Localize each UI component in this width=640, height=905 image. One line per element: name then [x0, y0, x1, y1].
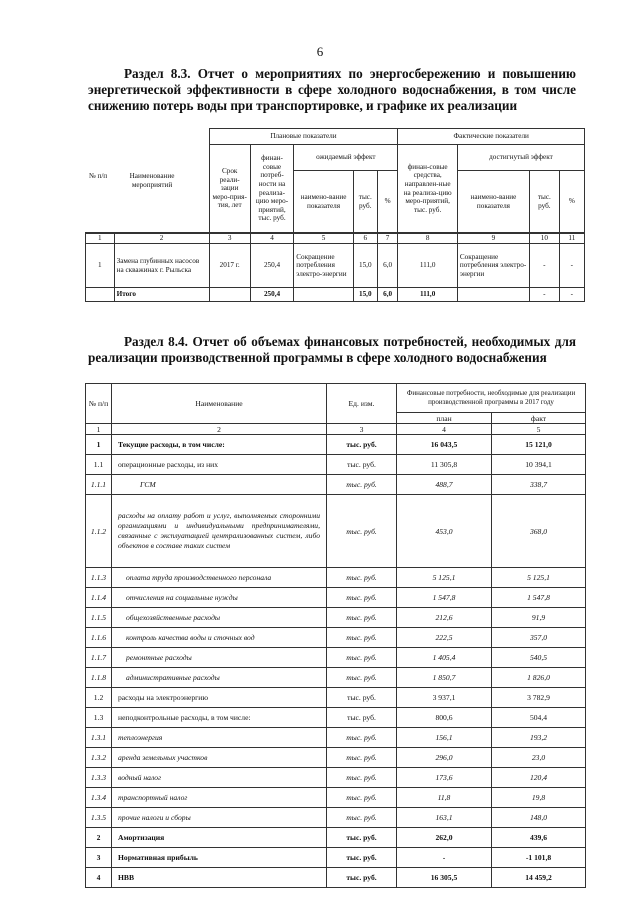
table-row: 1.1.3 оплата труда производственного персонала тыс. руб. 5 125,1 5 125,1 [86, 568, 586, 588]
table-row: 1.3 неподконтрольные расходы, в том числе: тыс. руб. 800,6 504,4 [86, 708, 586, 728]
sub-indicator-fact: наимено-вание показателя [457, 171, 529, 233]
col-fin-header: Финансовые потребности, необходимые для реализации производственной программы в 2017 году [397, 384, 586, 413]
table-row: 1.3.5 прочие налоги и сборы тыс. руб. 163,1 148,0 [86, 808, 586, 828]
total-row: Итого 250,4 15,0 6,0 111,0 - - [86, 288, 585, 302]
column-number-row: 1 2 3 4 5 [86, 424, 586, 435]
col-name-header: Наименование мероприятий [129, 172, 175, 189]
table-row: 1 Замена глубинных насосов на скважинах г. Рыльска 2017 г. 250,4 Сокращение потребления электро-энергии 15,0 6,0 111,0 Сокращение потребления электро-энергии - - [86, 244, 585, 288]
table-row: 1.1.4 отчисления на социальные нужды тыс. руб. 1 547,8 1 547,8 [86, 588, 586, 608]
col-fin-plan-header: финан-совые потреб-ности на реализа-цию меро-приятий, тыс. руб. [250, 145, 293, 233]
table-row: 1.3.1 теплоэнергия тыс. руб. 156,1 193,2 [86, 728, 586, 748]
table-row: 1.1.1 ГСМ тыс. руб. 488,7 338,7 [86, 475, 586, 495]
table-row: 1.1.7 ремонтные расходы тыс. руб. 1 405,4 540,5 [86, 648, 586, 668]
table-row: 1.3.2 аренда земельных участков тыс. руб. 296,0 23,0 [86, 748, 586, 768]
col-no-header: № п/п [88, 172, 108, 180]
table-row: 1.1.2 расходы на оплату работ и услуг, выполняемых сторонними организациями и индивидуальными предпринимателями, связанные с эксплуатацией централизованных систем, либо объектов в составе таких систем тыс. руб. 453,0 368,0 [86, 495, 586, 568]
table-row: 1.3.4 транспортный налог тыс. руб. 11,8 19,8 [86, 788, 586, 808]
group-fact-header: Фактические показатели [398, 129, 585, 145]
table-row: 1.1.6 контроль качества воды и сточных вод тыс. руб. 222,5 357,0 [86, 628, 586, 648]
table-row: 1.1.5 общехозяйственные расходы тыс. руб. 212,6 91,9 [86, 608, 586, 628]
table-row: 3 Нормативная прибыль тыс. руб. - -1 101,8 [86, 848, 586, 868]
table-row: 1.3.3 водный налог тыс. руб. 173,6 120,4 [86, 768, 586, 788]
group-plan-header: Плановые показатели [209, 129, 398, 145]
financial-needs-table [85, 383, 586, 888]
col-fact-header: факт [492, 413, 586, 424]
col-plan-header: план [397, 413, 492, 424]
col-term-header: Срок реали-зации меро-прия-тия, лет [209, 145, 250, 233]
col-no-header: № п/п [86, 384, 112, 424]
sub-indicator-plan: наимено-вание показателя [294, 171, 354, 233]
table-row: 1.1.8 административные расходы тыс. руб. 1 850,7 1 826,0 [86, 668, 586, 688]
table-row: 1 Текущие расходы, в том числе: тыс. руб. 16 043,5 15 121,0 [86, 435, 586, 455]
sub-pct-plan: % [377, 171, 398, 233]
col-unit-header: Ед. изм. [327, 384, 397, 424]
sub-rub-fact: тыс. руб. [529, 171, 559, 233]
sub-pct-fact: % [559, 171, 584, 233]
sub-rub-plan: тыс. руб. [353, 171, 377, 233]
page-number: 6 [316, 44, 324, 59]
col-name-header: Наименование [112, 384, 327, 424]
table-row: 4 НВВ тыс. руб. 16 305,5 14 459,2 [86, 868, 586, 888]
column-number-row: 1 2 3 4 5 6 7 8 9 10 11 [86, 234, 585, 244]
table-row: 1.2 расходы на электроэнергию тыс. руб. 3 937,1 3 782,9 [86, 688, 586, 708]
table-row: 1.1 операционные расходы, из них тыс. руб. 11 305,8 10 394,1 [86, 455, 586, 475]
table-row: 2 Амортизация тыс. руб. 262,0 439,6 [86, 828, 586, 848]
col-achieved-header: достигнутый эффект [457, 145, 584, 171]
col-expected-header: ожидаемый эффект [294, 145, 398, 171]
energy-saving-table [85, 128, 585, 302]
col-fin-fact-header: финан-совые средства, направлен-ные на реализа-цию меро-приятий, тыс. руб. [398, 145, 458, 233]
section-8-3-heading: Раздел 8.3. Отчет о мероприятиях по энергосбережению и повышению энергетической эффективности в сфере холодного водоснабжения, в том числе снижению потерь воды при транспортировке, и графике их реализации [88, 66, 576, 113]
section-8-4-heading: Раздел 8.4. Отчет об объемах финансовых потребностей, необходимых для реализации производственной программы в сфере холодного водоснабжения [88, 334, 576, 365]
